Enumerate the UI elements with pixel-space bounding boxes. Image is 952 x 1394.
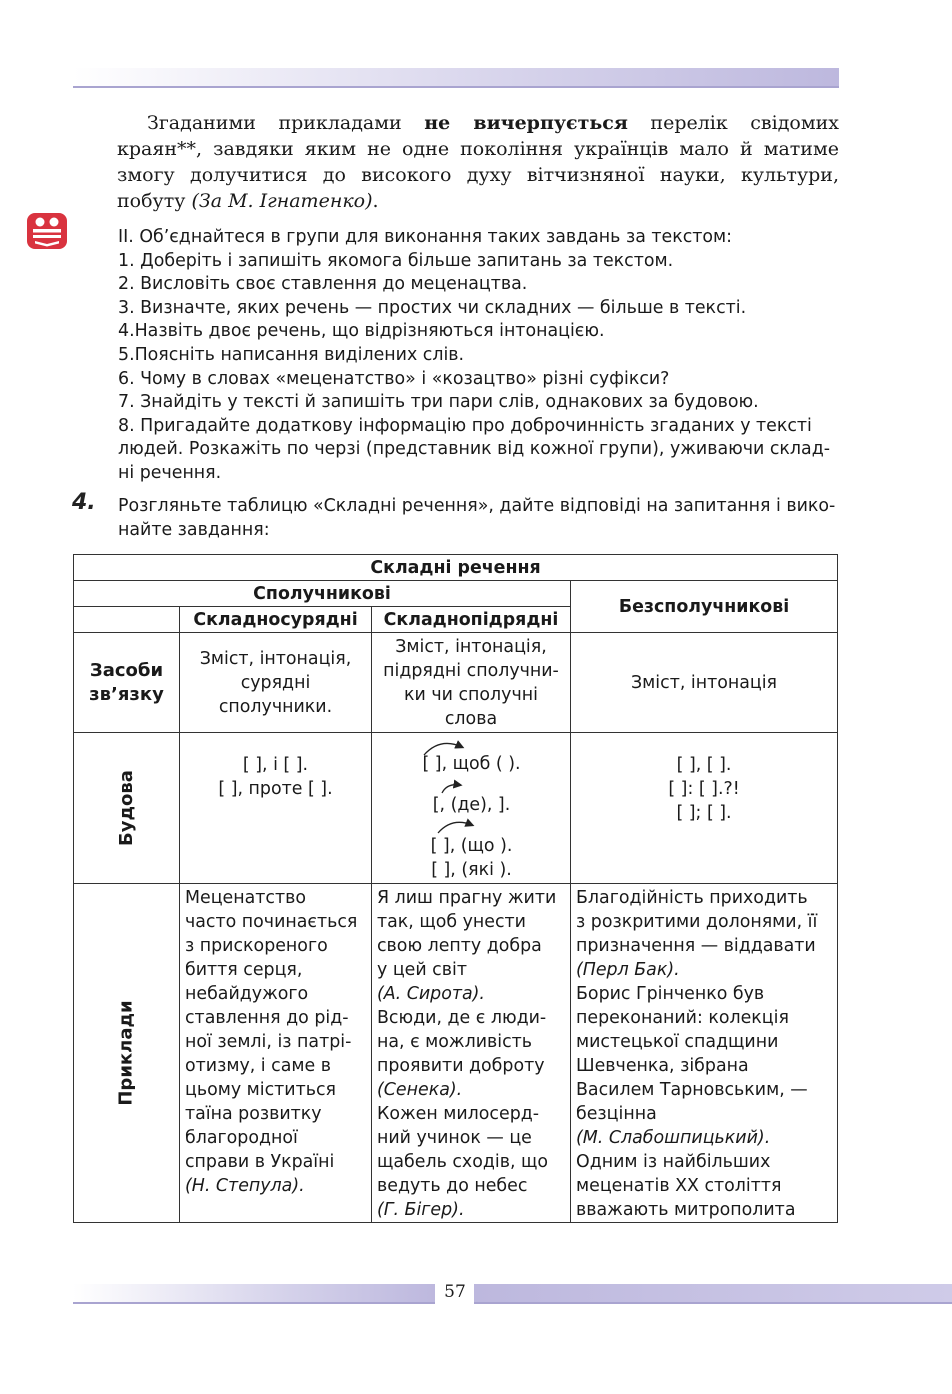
example-line: проявити доброту: [377, 1056, 545, 1076]
means-line: слова: [444, 708, 498, 729]
example-line: мистецької спадщини: [576, 1032, 779, 1052]
page-number: 57: [444, 1282, 466, 1302]
structure-complex: [372, 733, 571, 884]
example-line: ведуть до небес: [377, 1176, 528, 1196]
complex-sentences-table: [73, 554, 838, 1223]
example-line: на, є можливість: [377, 1032, 533, 1052]
footer-decor-bar-left: [73, 1284, 435, 1304]
empty-header-cell: [74, 607, 180, 633]
example-line: небайдужого: [185, 984, 309, 1004]
footer-decor-bar-right: [474, 1284, 952, 1304]
example-line: часто починається: [185, 912, 358, 932]
example-line: (А. Сирота).: [377, 984, 485, 1004]
structure-formula: [ ], щоб ( ).: [422, 754, 521, 774]
paragraph-text-1: Згаданими прикладами: [147, 112, 425, 134]
example-line: отизму, і саме в: [185, 1056, 331, 1076]
example-line: Кожен милосерд-: [377, 1104, 540, 1124]
means-row-label: [74, 633, 180, 733]
examples-row-label: [74, 884, 180, 1223]
examples-compound: [180, 884, 372, 1223]
task-item: 8. Пригадайте додаткову інформацію про доброчинність згаданих у тексті людей. Розкажіть по черзі (представник від кожної групи), уживаючи склад-ні речення.: [118, 415, 830, 483]
exercise-text: Розгляньте таблицю «Складні речення», дайте відповіді на запитання і вико-найте завдання:: [118, 496, 836, 540]
task-item: 6. Чому в словах «меценатство» і «козацтво» різні суфікси?: [118, 368, 670, 389]
example-line: Благодійність приходить: [576, 888, 808, 908]
examples-asyndetic: [571, 884, 838, 1223]
example-line: Шевченка, зібрана: [576, 1056, 749, 1076]
example-line: так, щоб унести: [377, 912, 526, 932]
header-decor-bar: [73, 68, 839, 88]
means-line: Зміст, інтонація,: [395, 636, 547, 657]
example-line: переконаний: колекція: [576, 1008, 789, 1028]
structure-formula: [ ]: [ ].?!: [668, 779, 740, 799]
task-item: 4.Назвіть двоє речень, що відрізняються інтонацією.: [118, 321, 605, 342]
example-line: Василем Тарновським, —: [576, 1080, 808, 1100]
example-line: Всюди, де є люди-: [377, 1008, 547, 1028]
conjunctive-header: Сполучникові: [74, 581, 571, 607]
task-item: ІІ. Об’єднайтеся в групи для виконання таких завдань за текстом:: [118, 227, 733, 247]
example-line: Борис Грінченко був: [576, 984, 765, 1004]
examples-complex: [372, 884, 571, 1223]
asyndetic-header: Безсполучникові: [571, 581, 838, 633]
complex-header: Складнопідрядні: [372, 607, 571, 633]
example-line: меценатів ХХ століття: [576, 1176, 782, 1196]
structure-formula: [ ], проте [ ].: [218, 779, 333, 799]
highlighted-words: не вичерпується: [424, 112, 628, 134]
example-line: свою лепту добра: [377, 936, 542, 956]
means-asyndetic: Зміст, інтонація: [571, 633, 838, 733]
structure-formula: [ ], (які ).: [431, 860, 512, 880]
exercise-number: 4.: [72, 490, 96, 515]
example-line: щабель сходів, що: [377, 1152, 549, 1172]
example-line: ставлення до рід-: [185, 1008, 349, 1028]
structure-compound: [180, 733, 372, 884]
example-line: ний учинок — це: [377, 1128, 532, 1148]
paragraph-source: (За М. Ігнатенко): [191, 190, 373, 212]
intro-paragraph: [117, 110, 839, 214]
means-label-1: Засоби: [89, 659, 164, 681]
structure-formula: [, (де), ].: [432, 795, 511, 815]
table-title: Складні речення: [74, 555, 838, 581]
task-item: 3. Визначте, яких речень — простих чи складних — більше в тексті.: [118, 297, 747, 318]
arrow-3: [438, 822, 472, 833]
task-item: 5.Поясніть написання виділених слів.: [118, 344, 465, 365]
example-line: Я лиш прагну жити: [377, 888, 557, 908]
examples-label: Приклади: [115, 1000, 137, 1106]
structure-formula: [ ], [ ].: [676, 755, 732, 775]
example-line: Одним із найбільших: [576, 1152, 771, 1172]
task-item: 7. Знайдіть у тексті й запишіть три пари слів, однакових за будовою.: [118, 392, 759, 413]
example-line: (Г. Бігер).: [377, 1200, 465, 1220]
example-line: таїна розвитку: [185, 1104, 322, 1124]
means-complex: [372, 633, 571, 733]
means-line: сурядні: [240, 672, 311, 693]
example-line: ної землі, із патрі-: [185, 1032, 352, 1052]
structure-formula: [ ], (що ).: [430, 836, 513, 856]
example-line: (М. Слабошпицький).: [576, 1128, 771, 1148]
compound-header: Складносурядні: [180, 607, 372, 633]
example-line: призначення — віддавати: [576, 936, 816, 956]
means-line: сполучники.: [218, 696, 333, 717]
example-line: з прискореного: [185, 936, 328, 956]
example-line: з розкритими долонями, її: [576, 912, 818, 932]
task-item: 1. Доберіть і запишіть якомога більше запитань за текстом.: [118, 250, 674, 271]
example-line: благородної: [185, 1128, 298, 1148]
example-line: справи в Україні: [185, 1152, 335, 1172]
example-line: вважають митрополита: [576, 1200, 796, 1220]
structure-complex-diagram: [372, 733, 570, 883]
structure-label: Будова: [115, 770, 137, 846]
example-line: Меценатство: [185, 888, 306, 908]
example-line: безцінна: [576, 1104, 657, 1124]
group-work-icon: [26, 212, 68, 250]
means-line: підрядні сполучни-: [383, 660, 559, 681]
means-line: ки чи сполучні: [404, 684, 538, 705]
task-item: 2. Висловіть своє ставлення до меценацтва.: [118, 274, 528, 295]
example-line: (Н. Степула).: [185, 1176, 305, 1196]
example-line: (Перл Бак).: [576, 960, 680, 980]
example-line: (Сенека).: [377, 1080, 463, 1100]
means-label-2: зв’язку: [89, 683, 164, 705]
means-line: Зміст, інтонація,: [199, 648, 352, 669]
example-line: биття серця,: [185, 960, 303, 980]
task-list: [118, 226, 840, 486]
structure-row-label: [74, 733, 180, 884]
structure-formula: [ ]; [ ].: [676, 803, 732, 823]
example-line: цьому міститься: [185, 1080, 337, 1100]
means-compound: [180, 633, 372, 733]
example-line: у цей світ: [377, 960, 467, 980]
paragraph-text-2: перелік свідомих краян**, завдяки яким не одне покоління українців мало й матиме змогу долучитися до високого духу вітчизняної науки, культури, побуту: [117, 112, 839, 212]
structure-asyndetic: [571, 733, 838, 884]
structure-formula: [ ], і [ ].: [242, 755, 309, 775]
arrow-2: [442, 785, 460, 793]
paragraph-end: .: [372, 190, 379, 212]
